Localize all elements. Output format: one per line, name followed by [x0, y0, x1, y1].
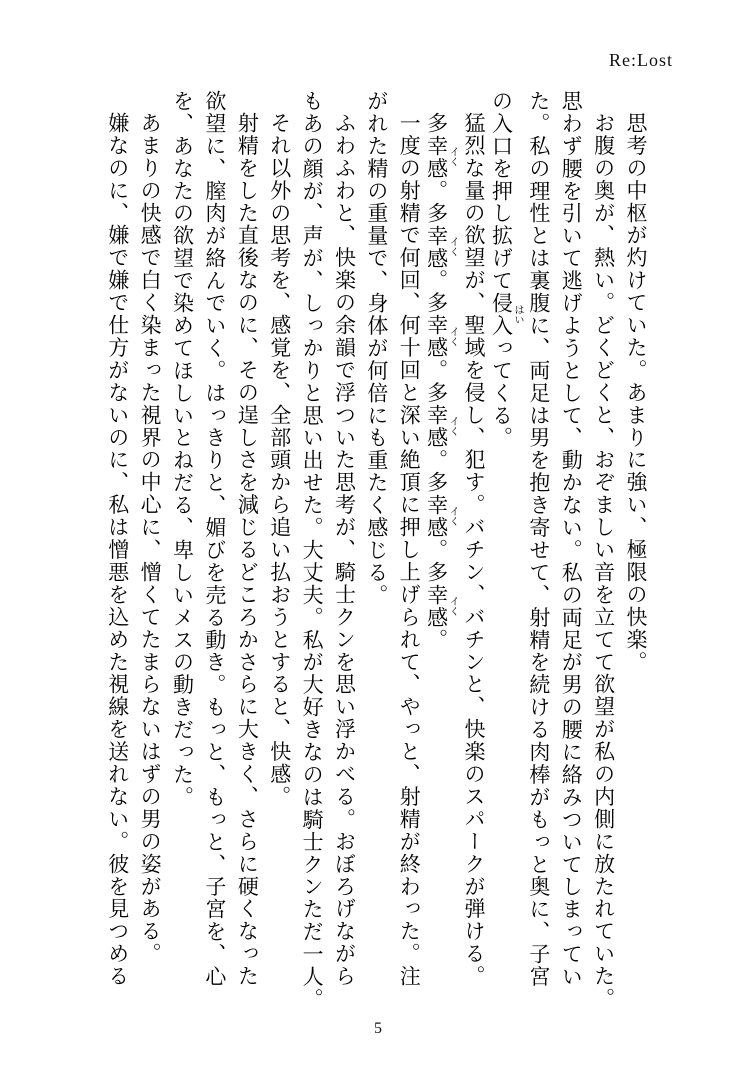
text-line: 一度の射精で何回、何十回と深い絶頂に押し上げられて、やっと、射精が終わった。注: [397, 112, 422, 988]
text-line: 欲望に、膣肉が絡んでいく。はっきりと、媚びを売る動き。もっと、もっと、子宮を、心: [202, 90, 227, 988]
text-line: がれた精の重量で、身体が何倍にも重たく感じる。: [364, 90, 389, 607]
text-line: 射精をした直後なのに、その逞しさを減じるどころかさらに大きく、さらに硬くなった: [235, 112, 260, 988]
ruby-annotated-word: 侵入はい: [489, 292, 523, 337]
text-line: 思わず腰を引いて逃げようとして、動かない。私の両足が男の腰に絡みついてしまってい: [559, 90, 584, 989]
text-line: 猛烈な量の欲望が、聖域を侵し、犯す。バチン、バチンと、快楽のスパークが弾ける。: [462, 112, 487, 988]
text-line: を、あなたの欲望で染めてほしいとねだる、卑しいメスの動きだった。: [170, 90, 195, 809]
text-line: もあの顔が、声が、しっかりと思い出せた。大丈夫。私が大好きなのは騎士クンただ一人。: [300, 90, 325, 1011]
text-line: それ以外の思考を、感覚を、全部頭から追い払おうとすると、快感。: [267, 112, 292, 809]
ruby-annotated-word: 幸感イく: [424, 583, 459, 629]
text-line: の入口を押し拡げて侵入はいってくる。: [489, 90, 523, 450]
text-line: お腹の奥が、熱い。どくどくと、おぞましい音を立てて欲望が私の内側に放たれていた。: [591, 112, 616, 1011]
ruby-annotated-word: 幸感イく: [424, 494, 459, 539]
body-text: [101, 90, 652, 1012]
text-line: あまりの快感で白く染まった視界の中心に、憎くてたまらないはずの男の姿がある。: [138, 112, 163, 966]
text-line: 思考の中枢が灼けていた。あまりに強い、極限の快楽。: [624, 112, 648, 674]
text-line: 嫌なのに、嫌で嫌で仕方がないのに、私は憎悪を込めた視線を送れない。彼を見つめる: [105, 112, 130, 988]
text-line: た。私の理性とは裏腹に、両足は男を抱き寄せて、射精を続ける肉棒がもっと奥に、子宮: [526, 90, 551, 989]
text-line: ふわふわと、快楽の余韻で浮ついた思考が、騎士クンを思い浮かべる。おぼろげながら: [332, 112, 357, 988]
ruby-annotated-word: 幸感イく: [424, 404, 459, 450]
ruby-annotated-word: 幸感イく: [424, 134, 459, 180]
text-line: 多幸感イく。多幸感イく。多幸感イく。多幸感イく。多幸感イく。多幸感イく。: [424, 112, 459, 652]
page-number: 5: [374, 1020, 382, 1037]
ruby-annotated-word: 幸感イく: [424, 224, 459, 270]
page-header-title: Re:Lost: [609, 50, 673, 70]
ruby-annotated-word: 幸感イく: [424, 314, 459, 360]
